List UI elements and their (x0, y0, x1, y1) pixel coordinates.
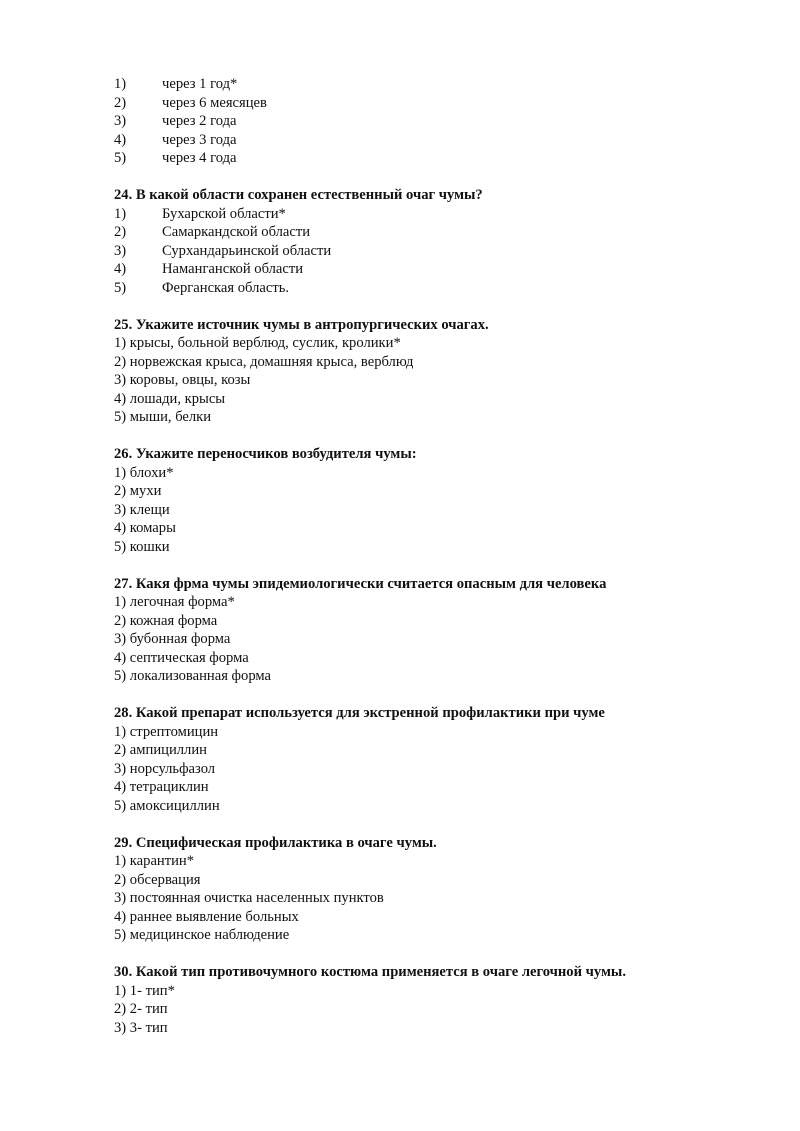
spacer (114, 297, 760, 316)
question-title: 24. В какой области сохранен естественный очаг чумы? (114, 187, 483, 203)
spacer (114, 815, 760, 834)
question-title: 30. Какой тип противочумного костюма применяется в очаге легочной чумы. (114, 964, 626, 980)
answer-option: 4) комары (114, 520, 176, 536)
answer-option: 5) медицинское наблюдение (114, 927, 290, 943)
answer-option: 5) Ферганская область. (114, 279, 290, 296)
answer-option: 1) крысы, больной верблюд, суслик, кролики* (114, 335, 401, 351)
question-title: 29. Специфическая профилактика в очаге чумы. (114, 834, 437, 851)
answer-option: 3) коровы, овцы, козы (114, 372, 251, 388)
answer-option: 5) локализованная форма (114, 668, 272, 684)
question-29 (114, 834, 760, 945)
answer-option: 3) норсульфазол (114, 760, 216, 777)
answer-option: 4) через 3 года (114, 131, 237, 148)
answer-option: 3) клещи (114, 501, 170, 518)
answer-option: 2) 2- тип (114, 1001, 168, 1017)
question-25 (114, 316, 760, 427)
answer-option: 2) через 6 меясяцев (114, 94, 267, 111)
answer-option: 4) септическая форма (114, 649, 249, 666)
spacer (114, 168, 760, 187)
spacer (114, 686, 760, 705)
answer-option: 5) амоксициллин (114, 797, 220, 814)
answer-option: 2) мухи (114, 483, 162, 499)
answer-option: 2) ампициллин (114, 742, 207, 758)
answer-option: 5) через 4 года (114, 150, 237, 166)
answer-option: 1) через 1 год* (114, 76, 238, 92)
answer-option: 3) 3- тип (114, 1019, 168, 1036)
answer-option: 4) тетрациклин (114, 779, 209, 795)
answer-option: 3) бубонная форма (114, 631, 231, 647)
question-30 (114, 963, 760, 1037)
answer-option: 1) Бухарской области* (114, 205, 286, 222)
answer-option: 5) мыши, белки (114, 409, 212, 425)
answer-option: 4) Наманганской области (114, 261, 304, 277)
answer-option: 2) норвежская крыса, домашняя крыса, верблюд (114, 353, 414, 370)
answer-option: 4) раннее выявление больных (114, 908, 299, 925)
answer-option: 2) обсервация (114, 871, 201, 888)
answer-option: 5) кошки (114, 538, 170, 555)
answer-option: 1) легочная форма* (114, 594, 235, 610)
question-23-answers (114, 75, 760, 168)
question-title: 26. Укажите переносчиков возбудителя чумы: (114, 446, 417, 462)
answer-option: 4) лошади, крысы (114, 390, 226, 407)
answer-option: 1) карантин* (114, 853, 195, 869)
question-title: 28. Какой препарат используется для экстренной профилактики при чуме (114, 705, 605, 721)
answer-option: 3) Сурхандарьинской области (114, 242, 332, 259)
spacer (114, 556, 760, 575)
question-24 (114, 186, 760, 297)
question-26 (114, 445, 760, 556)
question-28 (114, 704, 760, 815)
spacer (114, 427, 760, 446)
answer-option: 3) постоянная очистка населенных пунктов (114, 890, 384, 906)
question-27 (114, 575, 760, 686)
answer-option: 2) кожная форма (114, 612, 218, 629)
question-title: 27. Какя фрма чумы эпидемиологически считается опасным для человека (114, 575, 607, 592)
answer-option: 1) стрептомицин (114, 723, 219, 740)
answer-option: 1) 1- тип* (114, 982, 175, 999)
spacer (114, 945, 760, 964)
question-title: 25. Укажите источник чумы в антропургических очагах. (114, 316, 489, 333)
answer-option: 1) блохи* (114, 464, 174, 481)
answer-option: 2) Самаркандской области (114, 224, 311, 240)
answer-option: 3) через 2 года (114, 113, 237, 129)
